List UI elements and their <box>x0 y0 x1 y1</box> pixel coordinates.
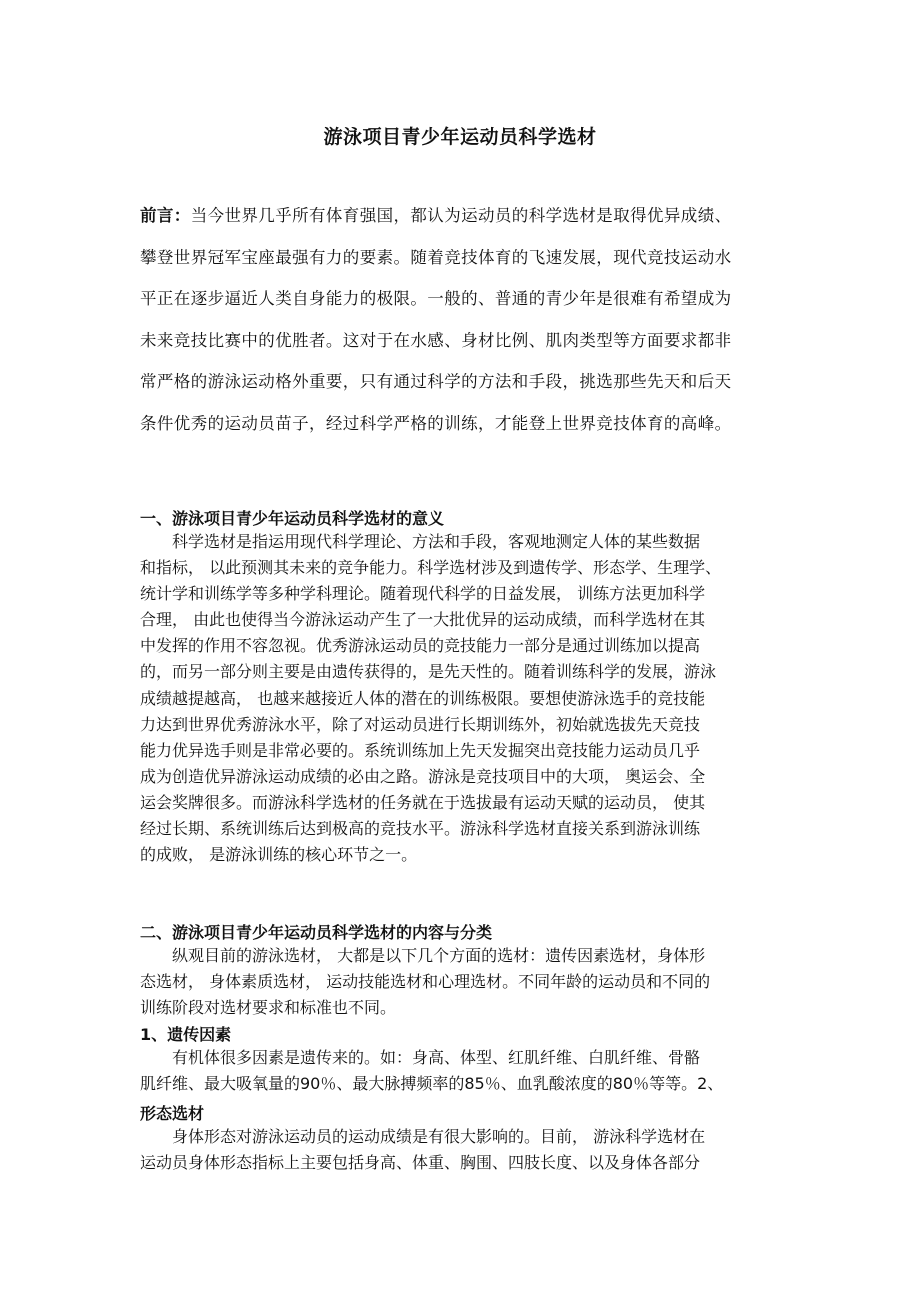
subsection1-heading: 1、遗传因素 <box>140 1025 232 1044</box>
section1-heading: 一、游泳项目青少年运动员科学选材的意义 <box>140 509 445 528</box>
preface-line: 平正在逐步逼近人类自身能力的极限。一般的、普通的青少年是很难有希望成为 <box>140 289 732 308</box>
paragraph-line: 科学选材是指运用现代科学理论、方法和手段，客观地测定人体的某些数据 <box>140 532 701 551</box>
subsection1-paragraph <box>140 1045 785 1097</box>
paragraph-line: 有机体很多因素是遗传来的。如：身高、体型、红肌纤维、白肌纤维、骨骼 <box>140 1048 701 1067</box>
paragraph-line: 成为创造优异游泳运动成绩的必由之路。游泳是竞技项目中的大项， 奥运会、全 <box>140 766 706 786</box>
section2-paragraph <box>140 943 785 1021</box>
paragraph-line: 身体形态对游泳运动员的运动成绩是有很大影响的。目前， 游泳科学选材在 <box>140 1127 706 1146</box>
preface-paragraph <box>140 195 785 444</box>
preface-line: 未来竞技比赛中的优胜者。这对于在水感、身材比例、肌肉类型等方面要求都非 <box>140 330 732 350</box>
paragraph-line: 经过长期、系统训练后达到极高的竞技水平。游泳科学选材直接关系到游泳训练 <box>140 819 701 839</box>
preface-line: 条件优秀的运动员苗子，经过科学严格的训练，才能登上世界竞技体育的高峰。 <box>140 413 732 433</box>
section1-paragraph <box>140 529 785 868</box>
preface-label: 前言： <box>140 206 191 225</box>
paragraph-line: 训练阶段对选材要求和标准也不同。 <box>140 998 397 1018</box>
paragraph-line: 成绩越提越高， 也越来越接近人体的潜在的训练极限。要想使游泳选手的竞技能 <box>140 688 706 708</box>
paragraph-line: 的，而另一部分则主要是由遗传获得的，是先天性的。随着训练科学的发展，游泳 <box>140 662 717 682</box>
paragraph-line: 能力优异选手则是非常必要的。系统训练加上先天发掘突出竞技能力运动员几乎 <box>140 740 701 760</box>
document-title: 游泳项目青少年运动员科学选材 <box>323 126 597 148</box>
subsection2-paragraph <box>140 1124 785 1176</box>
paragraph-line: 运会奖牌很多。而游泳科学选材的任务就在于选拔最有运动天赋的运动员， 使其 <box>140 792 706 812</box>
preface-line: 常严格的游泳运动格外重要，只有通过科学的方法和手段，挑选那些先天和后天 <box>140 372 732 391</box>
paragraph-line: 运动员身体形态指标上主要包括身高、体重、胸围、四肢长度、以及身体各部分 <box>140 1153 701 1173</box>
paragraph-line: 肌纤维、最大吸氧量的90％、最大脉搏频率的85％、血乳酸浓度的80％等等。2、 <box>140 1074 724 1094</box>
paragraph-line: 纵观目前的游泳选材， 大都是以下几个方面的选材：遗传因素选材，身体形 <box>140 946 706 965</box>
paragraph-line: 中发挥的作用不容忽视。优秀游泳运动员的竞技能力一部分是通过训练加以提高 <box>140 636 701 656</box>
paragraph-line: 力达到世界优秀游泳水平，除了对运动员进行长期训练外，初始就选拔先天竞技 <box>140 714 701 734</box>
section2-heading: 二、游泳项目青少年运动员科学选材的内容与分类 <box>140 923 493 942</box>
preface-line: 前言：当今世界几乎所有体育强国，都认为运动员的科学选材是取得优异成绩、 <box>140 206 732 225</box>
paragraph-line: 统计学和训练学等多种学科理论。随着现代科学的日益发展， 训练方法更加科学 <box>140 584 706 604</box>
paragraph-line: 合理， 由此也使得当今游泳运动产生了一大批优异的运动成绩，而科学选材在其 <box>140 610 706 630</box>
preface-line: 攀登世界冠军宝座最强有力的要素。随着竞技体育的飞速发展，现代竞技运动水 <box>140 247 732 267</box>
paragraph-line: 态选材， 身体素质选材， 运动技能选材和心理选材。不同年龄的运动员和不同的 <box>140 972 711 992</box>
subsection2-heading: 形态选材 <box>140 1104 205 1123</box>
paragraph-line: 和指标， 以此预测其未来的竞争能力。科学选材涉及到遗传学、形态学、生理学、 <box>140 558 722 578</box>
paragraph-line: 的成败， 是游泳训练的核心环节之一。 <box>140 845 418 865</box>
